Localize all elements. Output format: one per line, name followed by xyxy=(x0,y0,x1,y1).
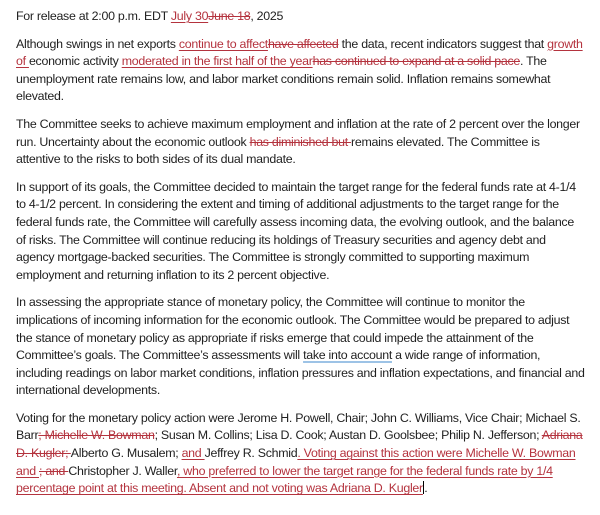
deleted-text-segment: Adriana D. Kugler; xyxy=(16,428,583,461)
inserted-text-segment: moderated in the first half of the year xyxy=(121,54,313,69)
text-segment: . The unemployment rate remains low, and labor market conditions remain solid. Inflation remains somewhat elevated. xyxy=(16,54,551,104)
inserted-text-segment: July 30 xyxy=(170,9,209,23)
inserted-text-segment: growth of xyxy=(16,36,583,69)
deleted-text-segment: has continued to expand at a solid pace xyxy=(312,54,521,69)
inserted-text-segment: continue to affect xyxy=(178,36,268,51)
deleted-text-segment: ; Michelle W. Bowman xyxy=(38,428,155,443)
deleted-text-segment: ; and xyxy=(39,463,69,478)
deleted-text-segment: have affected xyxy=(267,36,339,51)
text-segment: , 2025 xyxy=(250,9,284,23)
text-segment: . xyxy=(424,481,428,496)
text-segment: the data, recent indicators suggest that xyxy=(338,36,548,51)
para-economic-activity[interactable] xyxy=(16,36,586,106)
text-segment: In assessing the appropriate stance of monetary policy, the Committee will continue to monitor the implications of incoming information for the economic outlook. The Committee would be prepared to adjust the stance of monetary policy as appropriate if risks emerge that could impede the attainment of the Committee’s goals. The Committee’s assessments will xyxy=(16,295,570,363)
text-segment: remains elevated. The Committee is attentive to the risks to both sides of its dual mandate. xyxy=(16,134,540,167)
text-segment: For release at 2:00 p.m. EDT xyxy=(16,9,171,23)
text-segment: a wide range of information, including readings on labor market conditions, inflation pressures and inflation expectations, and financial and international developments. xyxy=(16,348,585,398)
text-segment: economic activity xyxy=(28,54,122,69)
text-segment: In support of its goals, the Committee decided to maintain the target range for the federal funds rate at 4-1/4 to 4-1/2 percent. In considering the extent and timing of additional adjustments to the target range for the federal funds rate, the Committee will carefully assess incoming data, the evolving outlook, and the balance of risks. The Committee will continue reducing its holdings of Treasury securities and agency debt and agency mortgage-backed securities. The Committee is strongly committed to supporting maximum employment and returning inflation to its 2 percent objective. xyxy=(16,179,576,282)
text-segment: Jeffrey R. Schmid xyxy=(204,446,298,461)
inserted-text-segment: , who preferred to lower the target range for the federal funds rate by 1/4 percentage point at this meeting. Absent and not voting was Adriana D. Kugler xyxy=(16,463,553,496)
para-assessment[interactable] xyxy=(16,294,586,400)
deleted-text-segment: has diminished but xyxy=(249,134,352,149)
para-target-range[interactable] xyxy=(16,179,586,285)
text-segment: Christopher J. Waller xyxy=(68,463,177,478)
para-voting[interactable] xyxy=(16,410,586,498)
inserted-text-segment: and xyxy=(181,446,205,461)
deleted-text-segment: June 18 xyxy=(208,9,251,23)
text-segment: Although swings in net exports xyxy=(16,36,179,51)
inserted-text-segment: . Voting against this action were Michelle W. Bowman and xyxy=(16,446,576,478)
format-changed-text-segment: take into account xyxy=(303,348,392,363)
text-segment: Voting for the monetary policy action were Jerome H. Powell, Chair; John C. Williams, Vice Chair; Michael S. Barr xyxy=(16,410,581,443)
para-dual-mandate[interactable] xyxy=(16,116,586,169)
text-segment: ; Susan M. Collins; Lisa D. Cook; Austan D. Goolsbee; Philip N. Jefferson; xyxy=(154,428,542,443)
release-line[interactable] xyxy=(16,8,586,26)
text-segment: The Committee seeks to achieve maximum employment and inflation at the rate of 2 percent over the longer run. Uncertainty about the economic outlook xyxy=(16,116,580,149)
text-segment: Alberto G. Musalem; xyxy=(70,446,182,461)
